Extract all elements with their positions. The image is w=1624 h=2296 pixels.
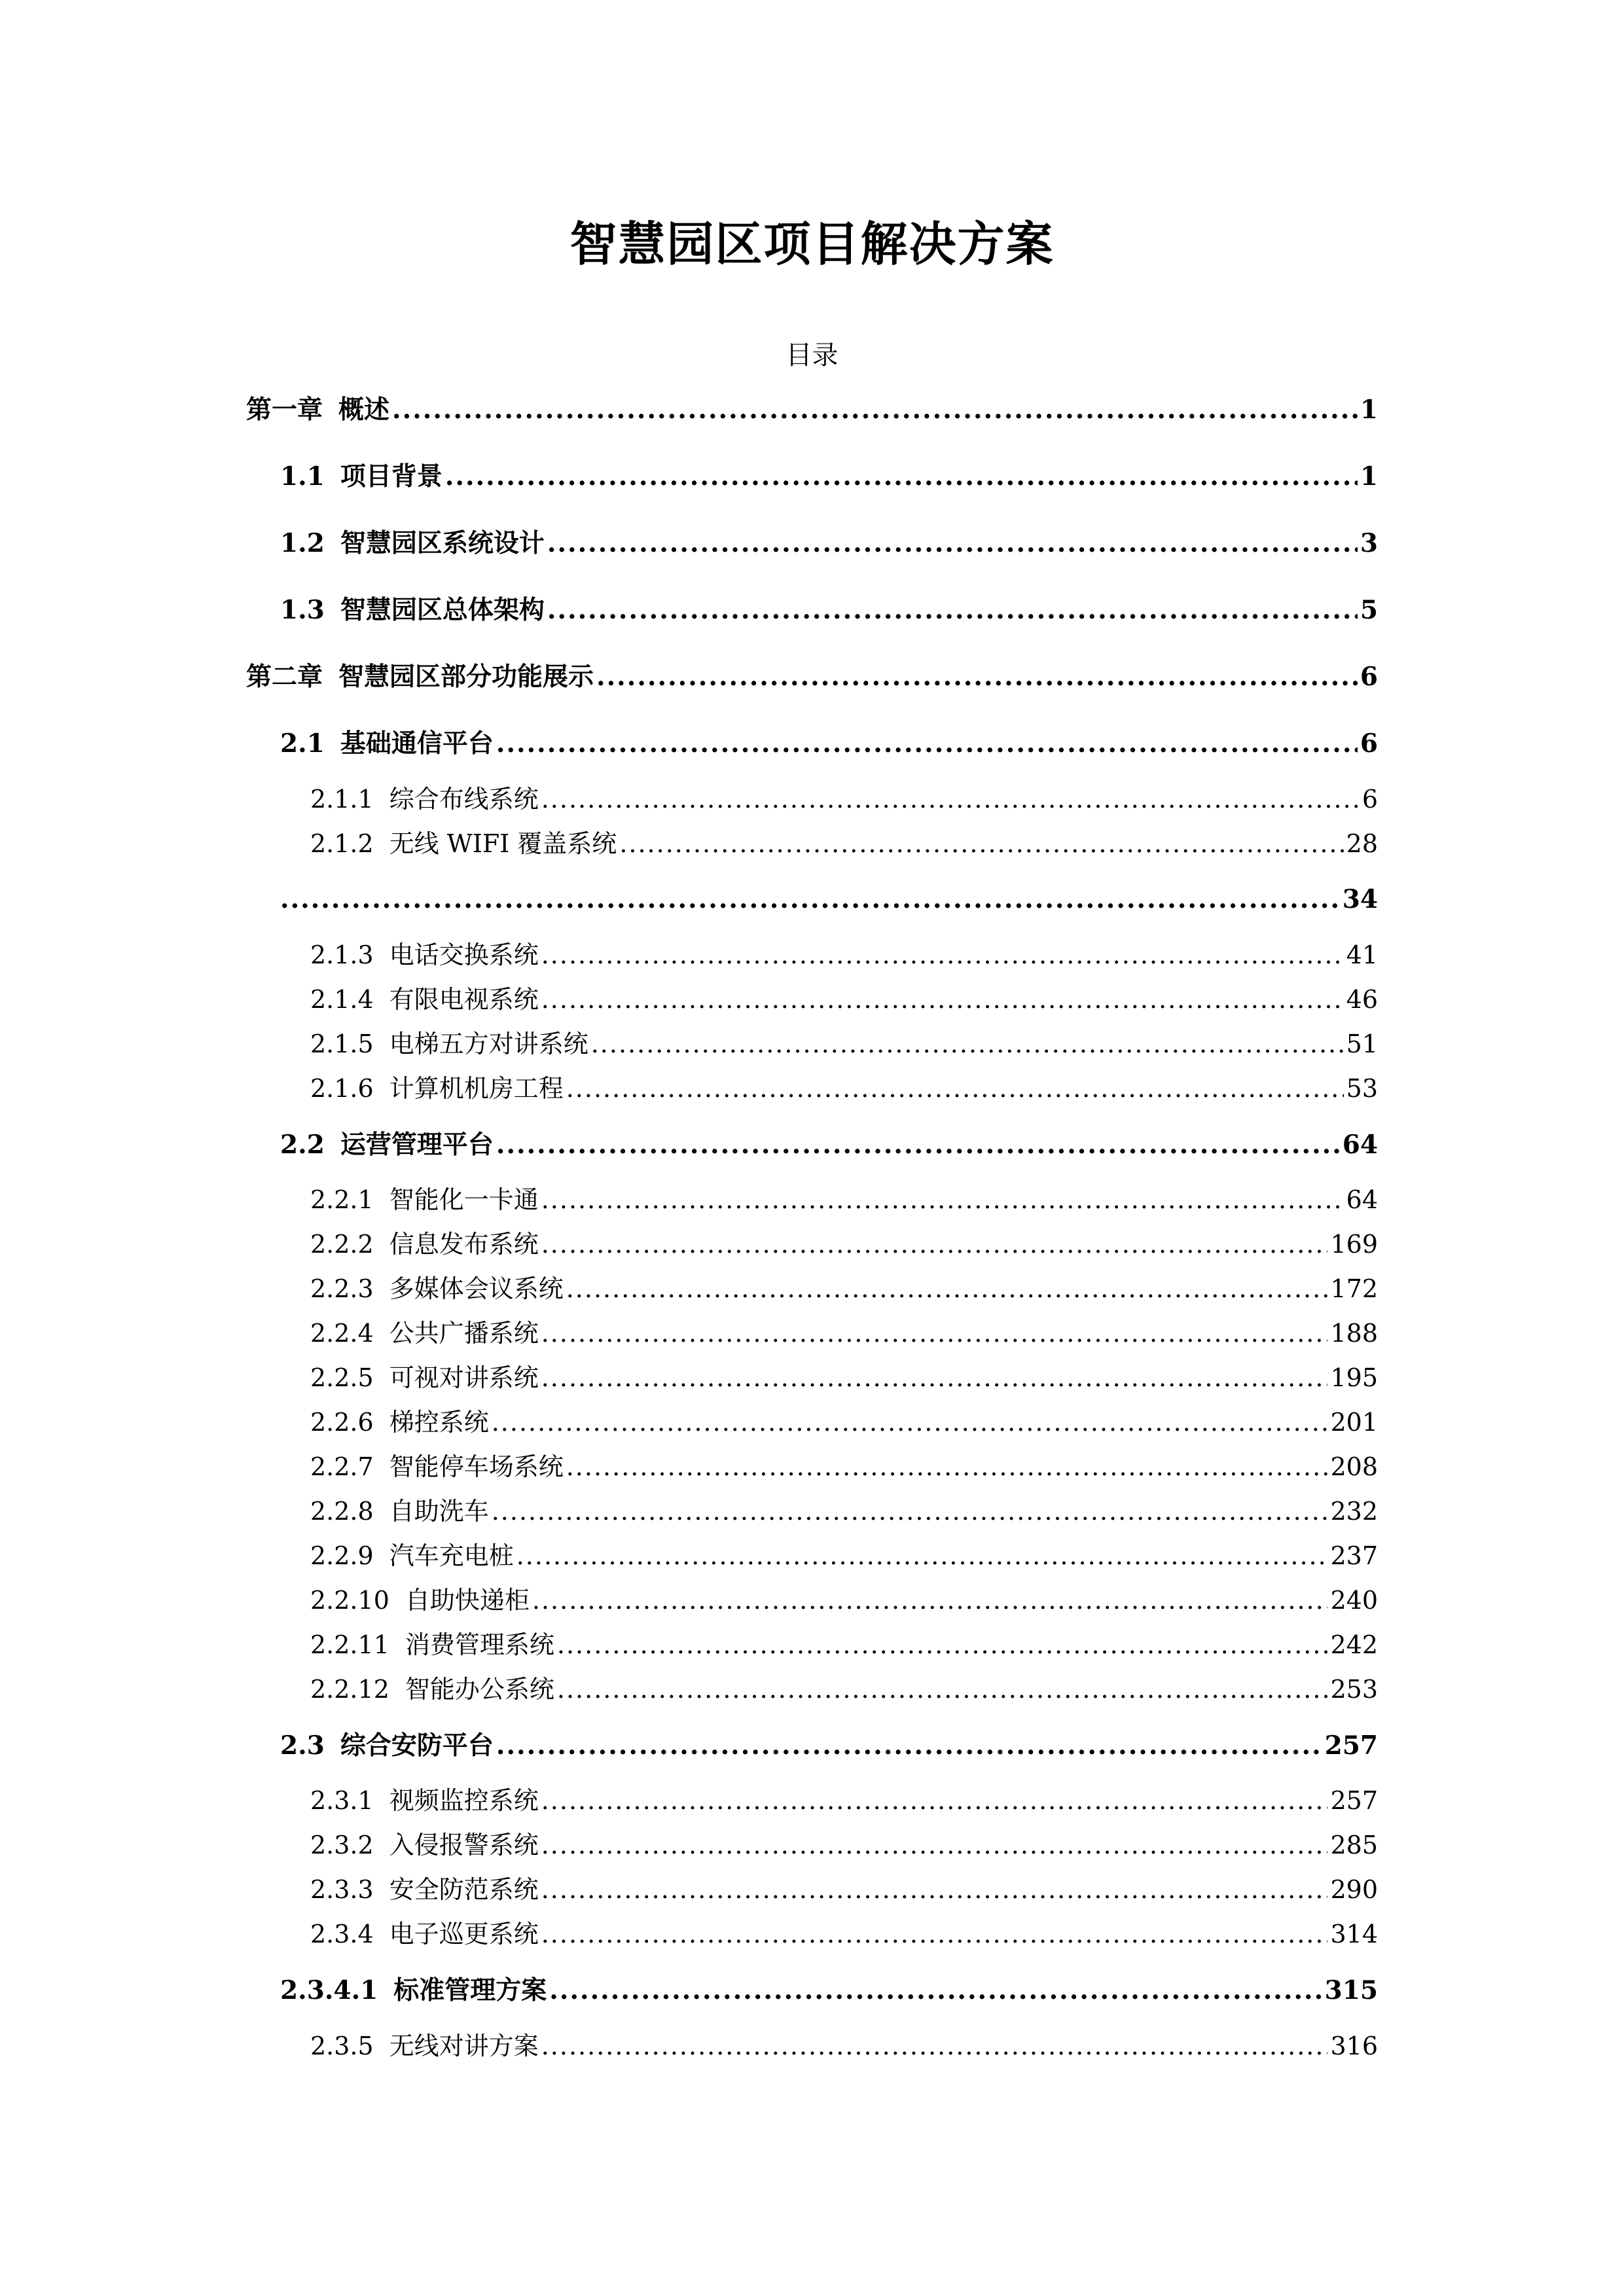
toc-entry-page: 6 xyxy=(1360,728,1378,759)
toc-entry-page: 195 xyxy=(1330,1363,1378,1392)
toc-entry-title: 智能办公系统 xyxy=(405,1675,554,1704)
toc-entry[interactable] xyxy=(310,2028,1378,2064)
toc-entry[interactable] xyxy=(310,1916,1378,1952)
toc-entry[interactable] xyxy=(280,592,1378,628)
toc-leader xyxy=(541,1359,1328,1396)
toc-entry-number: 2.2.10 xyxy=(310,1586,389,1615)
toc-entry-title: 公共广播系统 xyxy=(389,1319,539,1348)
toc-entry-title: 基础通信平台 xyxy=(340,728,494,759)
toc-leader xyxy=(566,1070,1344,1107)
toc-entry[interactable] xyxy=(310,1404,1378,1441)
toc-entry-number: 1.1 xyxy=(280,461,325,492)
toc-entry-number: 1.3 xyxy=(280,595,325,625)
toc-entry-title: 自助洗车 xyxy=(389,1497,489,1526)
toc-entry-number: 2.2.3 xyxy=(310,1274,374,1303)
toc-entry-page: 290 xyxy=(1330,1875,1378,1904)
toc-leader xyxy=(547,525,1358,562)
toc-entry[interactable] xyxy=(310,1871,1378,1908)
toc-entry[interactable] xyxy=(310,1493,1378,1530)
toc-entry-page: 53 xyxy=(1346,1074,1378,1103)
toc-entry-number: 2.1 xyxy=(280,728,325,759)
toc-entry-title: 概述 xyxy=(338,395,390,425)
toc-entry-number: 2.2.1 xyxy=(310,1185,374,1214)
toc-entry[interactable] xyxy=(246,658,1378,695)
toc-entry-page: 41 xyxy=(1346,941,1378,969)
toc-entry-title: 入侵报警系统 xyxy=(389,1831,539,1859)
toc-entry-title: 自助快递柜 xyxy=(405,1586,530,1615)
toc-entry-title: 信息发布系统 xyxy=(389,1230,539,1259)
toc-entry-title: 消费管理系统 xyxy=(405,1630,554,1659)
toc-entry-title: 综合布线系统 xyxy=(389,785,539,814)
toc-entry-number: 2.2.9 xyxy=(310,1541,374,1570)
toc-entry-page: 34 xyxy=(1342,884,1378,914)
toc-leader xyxy=(541,1871,1328,1908)
toc-entry-page: 208 xyxy=(1330,1452,1378,1481)
toc-entry-page: 51 xyxy=(1346,1030,1378,1058)
toc-leader xyxy=(596,658,1358,695)
toc-entry-page: 3 xyxy=(1360,528,1378,558)
toc-entry-number: 2.3 xyxy=(280,1731,325,1761)
toc-entry-title: 项目背景 xyxy=(340,461,442,492)
toc-entry[interactable] xyxy=(280,1972,1378,2009)
toc-entry-number: 2.3.1 xyxy=(310,1786,374,1815)
toc-entry-number: 2.1.4 xyxy=(310,985,374,1014)
toc-entry-title: 无线对讲方案 xyxy=(389,2032,539,2060)
toc-entry[interactable] xyxy=(310,1359,1378,1396)
toc-entry-number: 2.3.4 xyxy=(310,1920,374,1948)
toc-leader xyxy=(547,592,1358,628)
toc-entry-title: 电话交换系统 xyxy=(389,941,539,969)
toc-entry-title: 有限电视系统 xyxy=(389,985,539,1014)
toc-entry-title: 视频监控系统 xyxy=(389,1786,539,1815)
toc-entry-title: 标准管理方案 xyxy=(393,1975,547,2005)
toc-entry[interactable] xyxy=(310,1026,1378,1062)
toc-entry-title: 电梯五方对讲系统 xyxy=(389,1030,588,1058)
toc-entry[interactable] xyxy=(310,1315,1378,1352)
toc-entry-number: 2.2.2 xyxy=(310,1230,374,1259)
toc-entry-number: 2.2.11 xyxy=(310,1630,389,1659)
toc-entry-number: 2.2.4 xyxy=(310,1319,374,1348)
toc-entry-number: 1.2 xyxy=(280,528,325,558)
toc-leader xyxy=(541,981,1344,1018)
toc-leader xyxy=(532,1582,1328,1619)
toc-entry[interactable] xyxy=(280,725,1378,762)
toc-entry-number: 2.2.6 xyxy=(310,1408,374,1437)
toc-entry-title: 无线 WIFI 覆盖系统 xyxy=(389,829,617,858)
toc-leader xyxy=(541,1827,1328,1863)
toc-entry-title: 计算机机房工程 xyxy=(389,1074,564,1103)
toc-entry-page: 237 xyxy=(1330,1541,1378,1570)
toc-entry[interactable] xyxy=(310,1181,1378,1218)
toc-entry[interactable] xyxy=(246,391,1378,428)
toc-leader xyxy=(557,1626,1328,1663)
toc-leader xyxy=(280,881,1340,918)
toc-entry-number: 2.2 xyxy=(280,1130,325,1160)
toc-leader xyxy=(549,1972,1322,2009)
toc-leader xyxy=(496,1727,1322,1764)
toc-entry[interactable] xyxy=(310,981,1378,1018)
toc-entry-title: 梯控系统 xyxy=(389,1408,489,1437)
toc-entry[interactable] xyxy=(310,937,1378,973)
toc-entry[interactable] xyxy=(310,781,1378,817)
toc-entry[interactable] xyxy=(310,1448,1378,1485)
toc-entry-title: 智慧园区总体架构 xyxy=(340,595,545,625)
toc-entry-page: 253 xyxy=(1330,1675,1378,1704)
toc-leader xyxy=(566,1448,1328,1485)
toc-entry[interactable] xyxy=(310,1782,1378,1819)
toc-entry-number: 2.1.1 xyxy=(310,785,374,814)
toc-entry-page: 315 xyxy=(1324,1975,1378,2005)
toc-entry[interactable] xyxy=(310,1626,1378,1663)
toc-entry-page: 64 xyxy=(1342,1130,1378,1160)
toc-entry-number: 2.2.5 xyxy=(310,1363,374,1392)
toc-entry-number: 2.1.5 xyxy=(310,1030,374,1058)
toc-entry[interactable] xyxy=(310,1270,1378,1307)
toc-leader xyxy=(541,1782,1328,1819)
toc-leader xyxy=(445,458,1358,495)
toc-leader xyxy=(541,937,1344,973)
toc-entry-number: 2.2.8 xyxy=(310,1497,374,1526)
toc-leader xyxy=(516,1537,1328,1574)
toc-entry-page: 257 xyxy=(1324,1731,1378,1761)
toc-entry-number: 2.1.2 xyxy=(310,829,374,858)
toc-entry-number: 2.2.12 xyxy=(310,1675,389,1704)
toc-entry[interactable] xyxy=(280,881,1378,918)
toc-entry-title: 综合安防平台 xyxy=(340,1731,494,1761)
toc-entry-title: 智慧园区部分功能展示 xyxy=(338,662,594,692)
toc-entry[interactable] xyxy=(310,1671,1378,1708)
toc-entry[interactable] xyxy=(310,1537,1378,1574)
toc-entry[interactable] xyxy=(310,1070,1378,1107)
toc-entry-title: 电子巡更系统 xyxy=(389,1920,539,1948)
toc-entry-page: 316 xyxy=(1330,2032,1378,2060)
toc-leader xyxy=(392,391,1358,428)
toc-entry-page: 5 xyxy=(1360,595,1378,625)
toc-entry-page: 28 xyxy=(1346,829,1378,858)
toc-entry-number: 2.1.3 xyxy=(310,941,374,969)
toc-leader xyxy=(541,781,1360,817)
toc-leader xyxy=(591,1026,1344,1062)
toc-entry-page: 257 xyxy=(1330,1786,1378,1815)
toc-entry-title: 多媒体会议系统 xyxy=(389,1274,564,1303)
toc-leader xyxy=(492,1404,1328,1441)
toc-entry[interactable] xyxy=(280,525,1378,562)
toc-leader xyxy=(541,1226,1328,1263)
toc-entry-page: 172 xyxy=(1330,1274,1378,1303)
toc-entry-page: 6 xyxy=(1362,785,1378,814)
toc-entry-title: 汽车充电桩 xyxy=(389,1541,514,1570)
toc-entry-title: 运营管理平台 xyxy=(340,1130,494,1160)
toc-entry[interactable] xyxy=(310,1226,1378,1263)
toc-entry[interactable] xyxy=(310,1582,1378,1619)
toc-entry[interactable] xyxy=(280,1126,1378,1163)
toc-entry-title: 智能停车场系统 xyxy=(389,1452,564,1481)
toc-entry[interactable] xyxy=(310,1827,1378,1863)
toc-entry-number: 2.3.4.1 xyxy=(280,1975,378,2005)
toc-entry-title: 智能化一卡通 xyxy=(389,1185,539,1214)
toc-entry-page: 314 xyxy=(1330,1920,1378,1948)
toc-entry[interactable] xyxy=(280,1727,1378,1764)
toc-leader xyxy=(496,725,1358,762)
toc-entry[interactable] xyxy=(310,825,1378,862)
toc-entry-title: 安全防范系统 xyxy=(389,1875,539,1904)
toc-leader xyxy=(541,1315,1328,1352)
toc-entry-page: 242 xyxy=(1330,1630,1378,1659)
toc-leader xyxy=(541,1181,1344,1218)
toc-leader xyxy=(557,1671,1328,1708)
toc-leader xyxy=(619,825,1343,862)
toc-entry-page: 46 xyxy=(1346,985,1378,1014)
toc-leader xyxy=(566,1270,1328,1307)
toc-entry-number: 第一章 xyxy=(246,395,323,425)
toc-entry-page: 1 xyxy=(1360,461,1378,492)
toc-heading: 目录 xyxy=(785,340,839,370)
toc-entry-page: 6 xyxy=(1360,662,1378,692)
toc-leader xyxy=(541,1916,1328,1952)
toc-entry-number: 第二章 xyxy=(246,662,323,692)
toc-entry[interactable] xyxy=(280,458,1378,495)
toc-entry-number: 2.1.6 xyxy=(310,1074,374,1103)
toc-entry-number: 2.3.2 xyxy=(310,1831,374,1859)
document-title: 智慧园区项目解决方案 xyxy=(569,217,1055,272)
toc-entry-number: 2.2.7 xyxy=(310,1452,374,1481)
toc-leader xyxy=(541,2028,1328,2064)
toc-entry-page: 188 xyxy=(1330,1319,1378,1348)
toc-leader xyxy=(496,1126,1340,1163)
toc-entry-page: 240 xyxy=(1330,1586,1378,1615)
toc-entry-page: 1 xyxy=(1360,395,1378,425)
toc-entry-number: 2.3.5 xyxy=(310,2032,374,2060)
toc-entry-page: 285 xyxy=(1330,1831,1378,1859)
toc-entry-title: 可视对讲系统 xyxy=(389,1363,539,1392)
toc-entry-title: 智慧园区系统设计 xyxy=(340,528,545,558)
toc-entry-page: 169 xyxy=(1330,1230,1378,1259)
toc-entry-number: 2.3.3 xyxy=(310,1875,374,1904)
toc-entry-page: 232 xyxy=(1330,1497,1378,1526)
toc-leader xyxy=(492,1493,1328,1530)
toc-entry-page: 201 xyxy=(1330,1408,1378,1437)
toc-entry-page: 64 xyxy=(1346,1185,1378,1214)
